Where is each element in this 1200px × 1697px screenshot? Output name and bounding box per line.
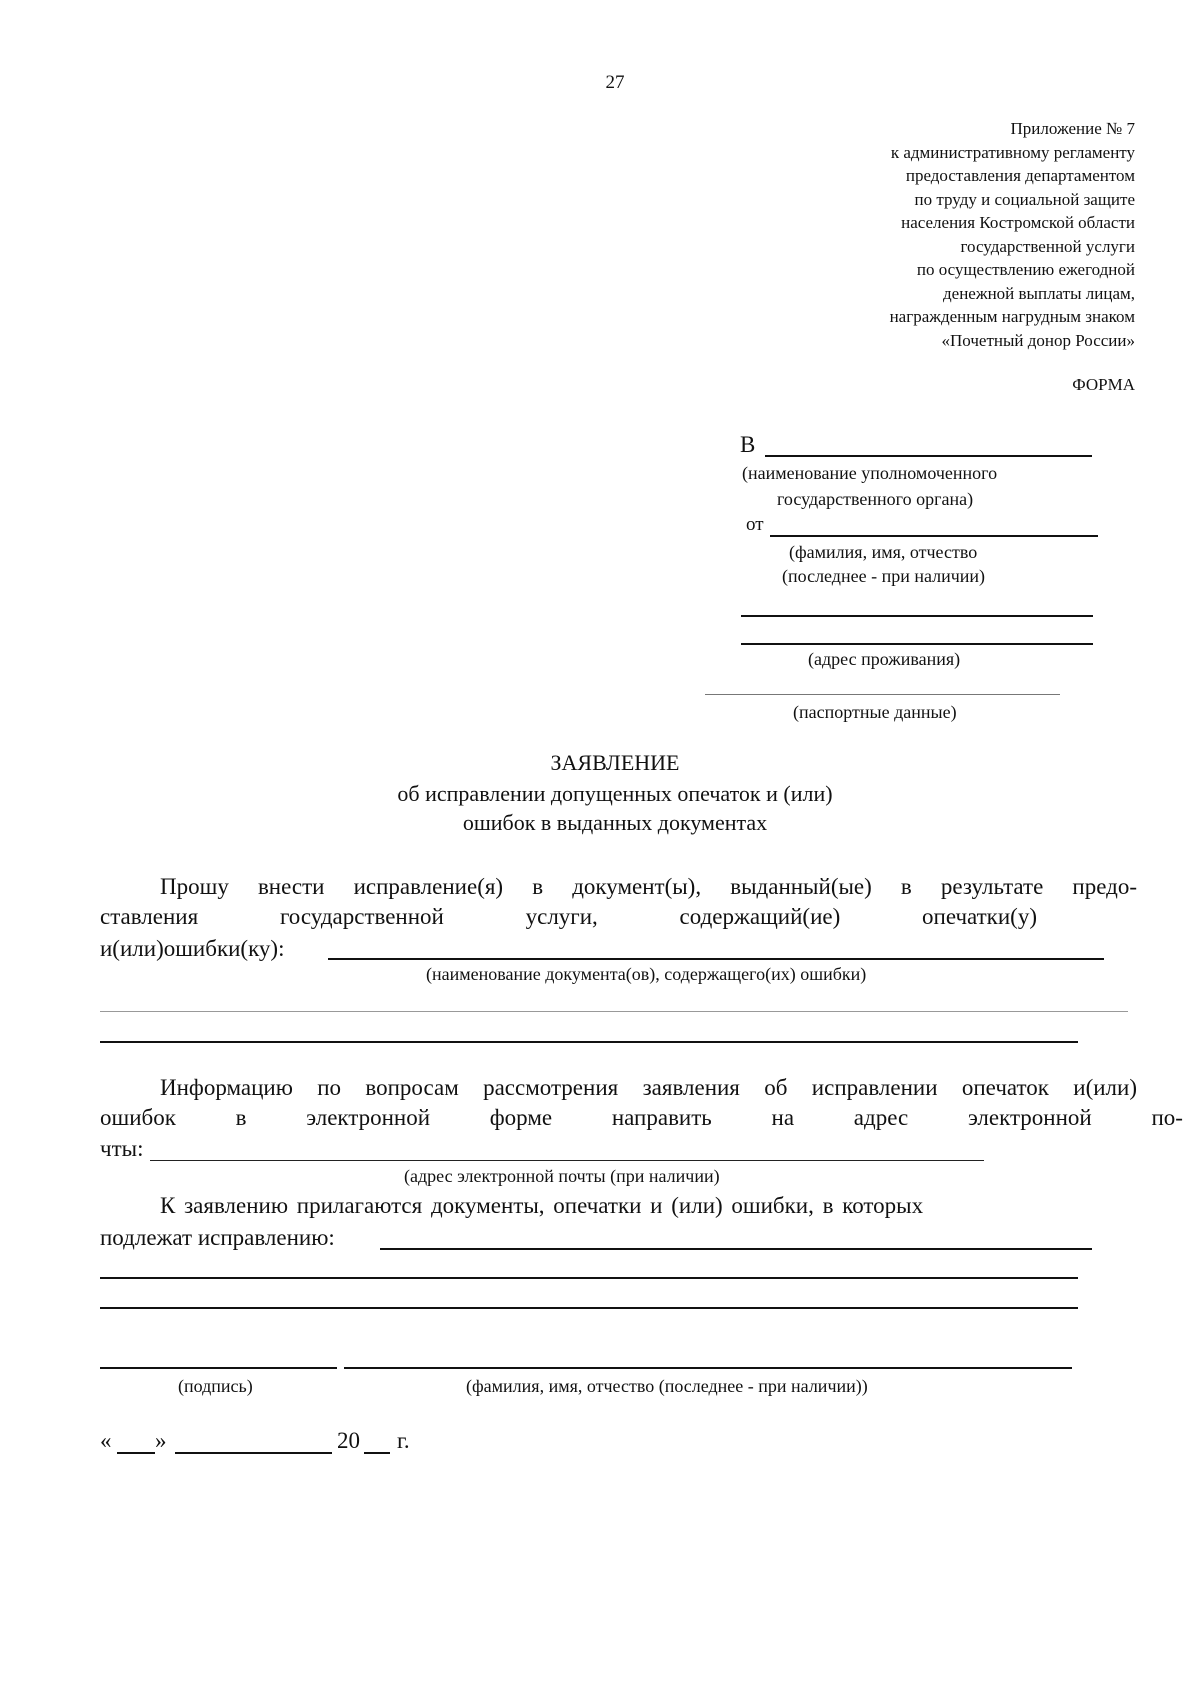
attached-docs-field-1[interactable] [380,1248,1092,1250]
document-field-2[interactable] [100,1011,1128,1012]
p1-line-1: Прошу внести исправление(я) в документ(ы), выданный(ые) в результате предо- [160,874,1137,899]
email-field[interactable] [150,1160,984,1161]
annex-line: государственной услуги [960,236,1135,256]
annex-line: денежной выплаты лицам, [943,283,1135,303]
date-year-prefix: 20 [337,1428,360,1453]
date-close-quote: » [155,1428,167,1453]
attached-docs-field-2[interactable] [100,1277,1078,1279]
form-label: ФОРМА [1072,375,1135,394]
attached-docs-field-3[interactable] [100,1307,1078,1309]
authority-hint-1: (наименование уполномоченного [742,463,998,483]
date-open-quote: « [100,1428,112,1453]
address-hint: (адрес проживания) [808,649,961,669]
document-field-3[interactable] [100,1041,1078,1043]
date-month-field[interactable] [175,1452,332,1454]
annex-line: населения Костромской области [901,213,1135,232]
passport-hint: (паспортные данные) [793,702,957,722]
signer-name-hint: (фамилия, имя, отчество (последнее - при наличии)) [466,1376,868,1396]
document-hint: (наименование документа(ов), содержащего(их) ошибки) [426,964,867,984]
p3-line-2: подлежат исправлению: [100,1225,335,1250]
page-number: 27 [605,72,625,93]
name-hint-2: (последнее - при наличии) [782,566,986,586]
annex-line: награжденным нагрудным знаком [889,307,1135,326]
name-hint-1: (фамилия, имя, отчество [789,542,978,562]
email-hint: (адрес электронной почты (при наличии) [404,1166,720,1186]
from-prefix: от [746,514,764,535]
title-line-2: об исправлении допущенных опечаток и (или) [397,781,833,806]
annex-line: к административному регламенту [890,142,1135,162]
to-prefix: В [740,432,756,457]
address-field-2[interactable] [741,643,1093,645]
p2-line-2 [100,1105,1183,1131]
date-year-field[interactable] [364,1452,390,1454]
authority-field[interactable] [765,455,1092,457]
date-year-suffix: г. [397,1428,410,1453]
passport-field[interactable] [705,694,1060,695]
title-line-3: ошибок в выданных документах [462,810,768,835]
p2-line-1: Информацию по вопросам рассмотрения заявления об исправлении опечаток и(или) [160,1075,1137,1100]
p1-line-2 [100,904,1137,930]
date-day-field[interactable] [117,1452,155,1454]
annex-line: предоставления департаментом [905,166,1135,185]
address-field-1[interactable] [741,615,1093,617]
annex-header [890,117,1135,352]
p3-line-1: К заявлению прилагаются документы, опечатки и (или) ошибки, в которых [160,1193,924,1218]
title-line-1: ЗАЯВЛЕНИЕ [550,750,680,775]
authority-hint-2: государственного органа) [777,489,974,509]
annex-line: по осуществлению ежегодной [916,260,1135,279]
signature-field[interactable] [100,1367,337,1369]
signature-hint: (подпись) [178,1376,253,1396]
document-name-field[interactable] [328,958,1104,960]
annex-line: по труду и социальной защите [914,189,1135,209]
signer-name-field[interactable] [344,1367,1072,1369]
p1-line-3: и(или)ошибки(ку): [100,936,285,961]
annex-line: Приложение № 7 [1010,119,1135,138]
applicant-name-field[interactable] [770,535,1098,537]
p1-line-2-text: ставления государственной услуги, содержащий(ие) опечатки(у) [100,904,1037,929]
p2-line-2-text: ошибок в электронной форме направить на адрес электронной по- [100,1105,1183,1130]
annex-line: «Почетный донор России» [941,330,1135,350]
p2-line-3: чты: [100,1136,144,1161]
